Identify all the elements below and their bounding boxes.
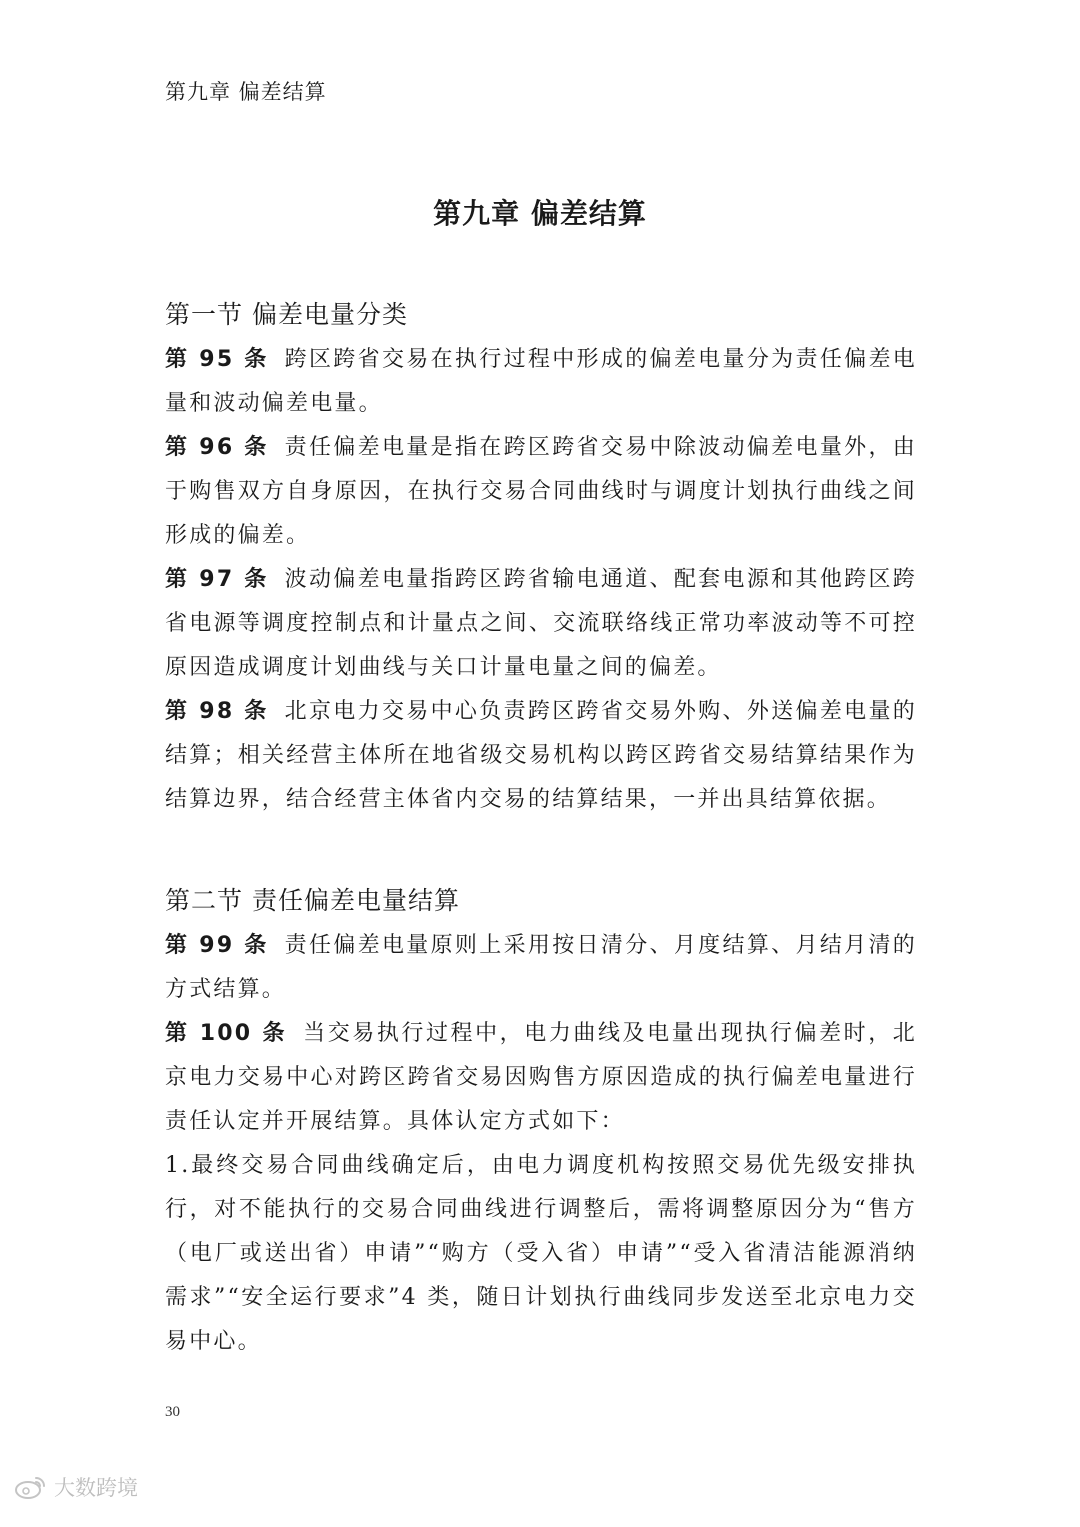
watermark-text: 大数跨境 — [54, 1476, 138, 1500]
list-item-text: 1.最终交易合同曲线确定后，由电力调度机构按照交易优先级安排执行，对不能执行的交易合同曲线进行调整后，需将调整原因分为“售方（电厂或送出省）申请”“购方（受入省）申请”“受入省清洁能源消纳需求”“安全运行要求”4 类，随日计划执行曲线同步发送至北京电力交易中心。 — [165, 1153, 917, 1354]
article-text: 责任偏差电量是指在跨区跨省交易中除波动偏差电量外，由于购售双方自身原因，在执行交易合同曲线时与调度计划执行曲线之间形成的偏差。 — [165, 435, 917, 548]
article-text: 当交易执行过程中，电力曲线及电量出现执行偏差时，北京电力交易中心对跨区跨省交易因购售方原因造成的执行偏差电量进行责任认定并开展结算。具体认定方式如下： — [165, 1021, 917, 1134]
article-text: 北京电力交易中心负责跨区跨省交易外购、外送偏差电量的结算；相关经营主体所在地省级交易机构以跨区跨省交易结算结果作为结算边界，结合经营主体省内交易的结算结果，一并出具结算依据。 — [165, 699, 917, 812]
section-spacer — [165, 822, 917, 878]
article-number: 第 100 条 — [165, 1021, 288, 1046]
article-number: 第 99 条 — [165, 933, 269, 958]
running-header: 第九章 偏差结算 — [165, 80, 327, 104]
article-paragraph — [165, 558, 917, 690]
article-number: 第 96 条 — [165, 435, 269, 460]
list-paragraph — [165, 1144, 917, 1364]
article-number: 第 95 条 — [165, 347, 269, 372]
page-number: 30 — [165, 1404, 180, 1420]
weibo-logo-icon — [14, 1474, 48, 1500]
article-paragraph — [165, 924, 917, 1012]
article-text: 跨区跨省交易在执行过程中形成的偏差电量分为责任偏差电量和波动偏差电量。 — [165, 347, 917, 416]
article-text: 波动偏差电量指跨区跨省输电通道、配套电源和其他跨区跨省电源等调度控制点和计量点之间、交流联络线正常功率波动等不可控原因造成调度计划曲线与关口计量电量之间的偏差。 — [165, 567, 917, 680]
chapter-title: 第九章 偏差结算 — [433, 197, 647, 230]
article-text: 责任偏差电量原则上采用按日清分、月度结算、月结月清的方式结算。 — [165, 933, 917, 1002]
article-paragraph — [165, 690, 917, 822]
article-paragraph — [165, 1012, 917, 1144]
document-body — [165, 292, 917, 1364]
watermark — [14, 1472, 138, 1502]
article-number: 第 98 条 — [165, 699, 269, 724]
section-title: 第二节 责任偏差电量结算 — [165, 886, 460, 915]
article-number: 第 97 条 — [165, 567, 269, 592]
section-title: 第一节 偏差电量分类 — [165, 300, 408, 329]
article-paragraph — [165, 426, 917, 558]
article-paragraph — [165, 338, 917, 426]
